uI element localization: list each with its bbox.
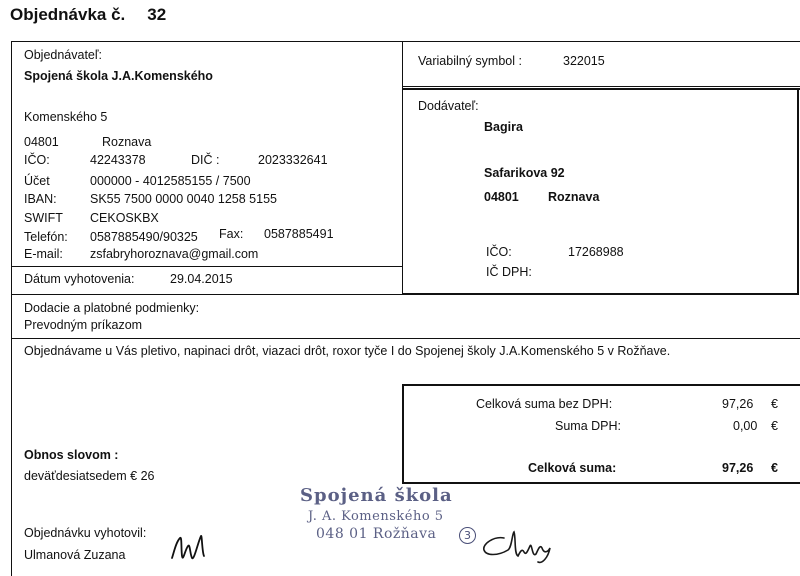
- buyer-swift-label: SWIFT: [24, 211, 63, 225]
- buyer-phone-label: Telefón:: [24, 230, 68, 244]
- order-text: Objednávame u Vás pletivo, napinaci drôt, viazaci drôt, roxor tyče I do Spojenej školy J.A.Komenského 5 v Rožňave.: [24, 344, 671, 358]
- vat-currency: €: [771, 419, 778, 433]
- divider-vertical-top: [402, 41, 403, 294]
- issue-date-value: 29.04.2015: [170, 272, 233, 286]
- issuer-label: Objednávku vyhotovil:: [24, 526, 147, 540]
- stamp-line-2: J. A. Komenského 5: [308, 509, 444, 524]
- supplier-icdph-label: IČ DPH:: [486, 265, 532, 279]
- issue-date-label: Dátum vyhotovenia:: [24, 272, 135, 286]
- terms-value: Prevodným príkazom: [24, 318, 143, 332]
- date-row-top: [11, 266, 402, 267]
- variable-symbol-label: Variabilný symbol :: [418, 54, 522, 68]
- supplier-city: Roznava: [548, 190, 600, 204]
- terms-row-top: [11, 294, 402, 295]
- grand-total-currency: €: [771, 461, 778, 475]
- variable-symbol-underline: [402, 86, 800, 87]
- net-total-label: Celková suma bez DPH:: [476, 397, 613, 411]
- frame-left: [11, 41, 12, 576]
- title-label: Objednávka č.: [10, 5, 126, 24]
- supplier-name: Bagira: [484, 120, 523, 134]
- buyer-zip: 04801: [24, 135, 59, 149]
- buyer-account: 000000 - 4012585155 / 7500: [90, 174, 251, 188]
- buyer-dic-label: DIČ :: [191, 153, 220, 167]
- buyer-heading: Objednávateľ:: [24, 48, 103, 62]
- document-title: [10, 5, 166, 25]
- totals-box-left: [402, 384, 404, 484]
- frame-top: [11, 41, 800, 42]
- grand-total-label: Celková suma:: [528, 461, 617, 475]
- buyer-ico: 42243378: [90, 153, 146, 167]
- supplier-zip: 04801: [484, 190, 519, 204]
- buyer-iban: SK55 7500 0000 0040 1258 5155: [90, 192, 277, 206]
- buyer-fax-label: Fax:: [219, 227, 244, 241]
- buyer-city: Roznava: [102, 135, 152, 149]
- variable-symbol-value: 322015: [563, 54, 605, 68]
- supplier-box-right: [797, 88, 799, 295]
- supplier-ico-label: IČO:: [486, 245, 512, 259]
- buyer-iban-label: IBAN:: [24, 192, 57, 206]
- director-signature: [478, 528, 560, 568]
- net-total-value: 97,26: [722, 397, 754, 411]
- grand-total-value: 97,26: [722, 461, 754, 475]
- stamp-city: 048 01 Rožňava: [316, 526, 437, 542]
- net-total-currency: €: [771, 397, 778, 411]
- amount-words-label: Obnos slovom :: [24, 448, 119, 462]
- stamp-line-3: [316, 526, 475, 542]
- vat-value: 0,00: [733, 419, 758, 433]
- order-number: 32: [147, 5, 167, 24]
- buyer-street: Komenského 5: [24, 110, 108, 124]
- vat-label: Suma DPH:: [555, 419, 621, 433]
- supplier-street: Safarikova 92: [484, 166, 565, 180]
- amount-words-value: deväťdesiatsedem € 26: [24, 469, 155, 483]
- buyer-swift: CEKOSKBX: [90, 211, 159, 225]
- stamp-number-text: 3: [464, 529, 471, 542]
- buyer-ico-label: IČO:: [24, 153, 50, 167]
- totals-box-top: [402, 384, 800, 386]
- buyer-phone: 0587885490/90325: [90, 230, 198, 244]
- supplier-ico: 17268988: [568, 245, 624, 259]
- stamp-line-1: Spojená škola: [300, 485, 453, 506]
- supplier-heading: Dodávateľ:: [418, 99, 479, 113]
- buyer-account-label: Účet: [24, 174, 50, 188]
- order-text-top: [11, 338, 800, 339]
- buyer-fax: 0587885491: [264, 227, 334, 241]
- supplier-box-bottom: [402, 293, 799, 295]
- totals-box-bottom: [402, 482, 800, 484]
- issuer-name: Ulmanová Zuzana: [24, 548, 126, 562]
- issuer-signature: [168, 528, 216, 568]
- buyer-email-label: E-mail:: [24, 247, 63, 261]
- school-stamp: [300, 485, 475, 542]
- buyer-name: Spojená škola J.A.Komenského: [24, 69, 213, 83]
- stamp-number: [459, 527, 476, 544]
- buyer-dic: 2023332641: [258, 153, 328, 167]
- supplier-box-top: [402, 88, 800, 90]
- terms-heading: Dodacie a platobné podmienky:: [24, 301, 200, 315]
- buyer-email: zsfabryhoroznava@gmail.com: [90, 247, 259, 261]
